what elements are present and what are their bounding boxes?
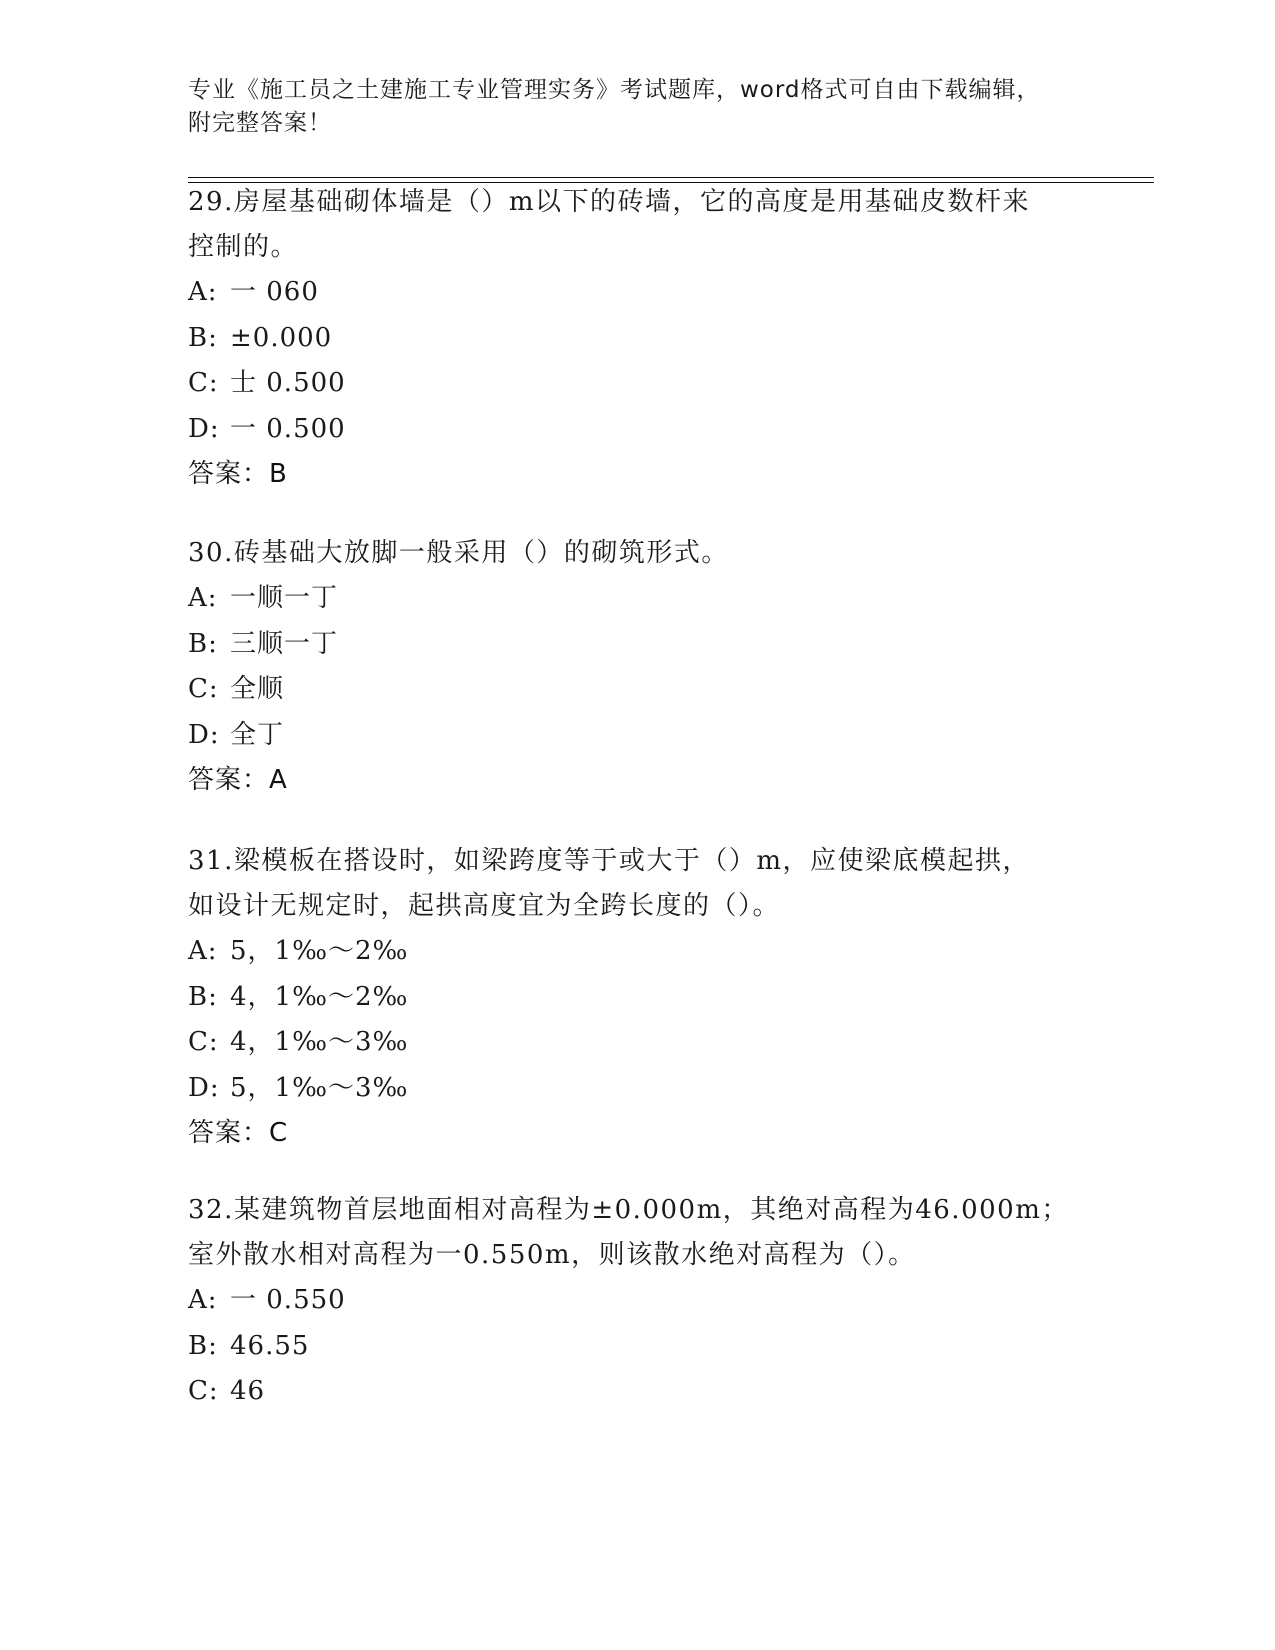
header-line-1: 专业《施工员之土建施工专业管理实务》考试题库，word格式可自由下载编辑， <box>188 77 1041 103</box>
question-text-line: 31.梁模板在搭设时，如梁跨度等于或大于（）m，应使梁底模起拱， <box>188 846 1031 876</box>
option-c <box>188 667 1088 713</box>
option-b <box>188 975 1088 1021</box>
question-32 <box>188 1188 1088 1415</box>
option-b <box>188 316 1088 362</box>
option-key: D: <box>188 1072 220 1103</box>
option-text: 一 0.550 <box>230 1285 346 1315</box>
question-text-line: 室外散水相对高程为一0.550m，则该散水绝对高程为（）。 <box>188 1240 916 1270</box>
option-a <box>188 929 1088 975</box>
option-text: 全丁 <box>230 719 285 750</box>
option-key: D: <box>188 719 220 750</box>
option-key: C: <box>188 368 219 398</box>
option-key: A: <box>188 1285 218 1315</box>
option-text: 一 0.500 <box>230 413 346 444</box>
option-key: B: <box>188 981 218 1012</box>
option-key: B: <box>188 322 218 353</box>
option-c <box>188 1020 1088 1066</box>
option-key: B: <box>188 628 218 659</box>
question-text-line: 30.砖基础大放脚一般采用（）的砌筑形式。 <box>188 538 729 568</box>
option-text: 46 <box>230 1376 266 1406</box>
question-31 <box>188 839 1088 1156</box>
option-text: 46.55 <box>230 1330 310 1361</box>
option-a <box>188 576 1088 622</box>
option-b <box>188 1324 1088 1370</box>
option-b <box>188 622 1088 668</box>
option-c <box>188 361 1088 407</box>
option-text: 一顺一丁 <box>230 583 339 613</box>
option-key: C: <box>188 674 219 704</box>
option-key: C: <box>188 1376 219 1406</box>
option-key: D: <box>188 413 220 444</box>
question-30 <box>188 531 1088 803</box>
option-a <box>188 1278 1088 1324</box>
option-c <box>188 1369 1088 1415</box>
header-line-2: 附完整答案！ <box>188 110 332 136</box>
question-text-line: 32.某建筑物首层地面相对高程为±0.000m，其绝对高程为46.000m； <box>188 1195 1069 1225</box>
option-a <box>188 270 1088 316</box>
option-text: 士 0.500 <box>230 368 346 398</box>
option-key: A: <box>188 583 218 613</box>
option-text: 4，1‰～3‰ <box>230 1027 409 1057</box>
answer-label: 答案：A <box>188 765 288 795</box>
option-d <box>188 713 1088 759</box>
option-text: 三顺一丁 <box>230 628 339 659</box>
option-text: ±0.000 <box>230 322 333 353</box>
option-d <box>188 1066 1088 1112</box>
option-key: B: <box>188 1330 218 1361</box>
answer-label: 答案：B <box>188 459 288 489</box>
option-key: C: <box>188 1027 219 1057</box>
option-text: 5，1‰～3‰ <box>230 1072 409 1103</box>
option-key: A: <box>188 936 218 966</box>
option-text: 一 060 <box>230 277 319 307</box>
question-text-line: 控制的。 <box>188 232 299 262</box>
header-divider-top <box>188 177 1154 178</box>
answer-label: 答案：C <box>188 1118 289 1148</box>
question-text-line: 29.房屋基础砌体墙是（）m以下的砖墙，它的高度是用基础皮数杆来 <box>188 187 1031 217</box>
option-key: A: <box>188 277 218 307</box>
option-d <box>188 407 1088 453</box>
question-29 <box>188 180 1088 497</box>
document-header <box>188 74 1088 140</box>
option-text: 4，1‰～2‰ <box>230 981 409 1012</box>
question-text-line: 如设计无规定时，起拱高度宜为全跨长度的（）。 <box>188 891 781 921</box>
option-text: 全顺 <box>230 674 285 704</box>
option-text: 5，1‰～2‰ <box>230 936 409 966</box>
